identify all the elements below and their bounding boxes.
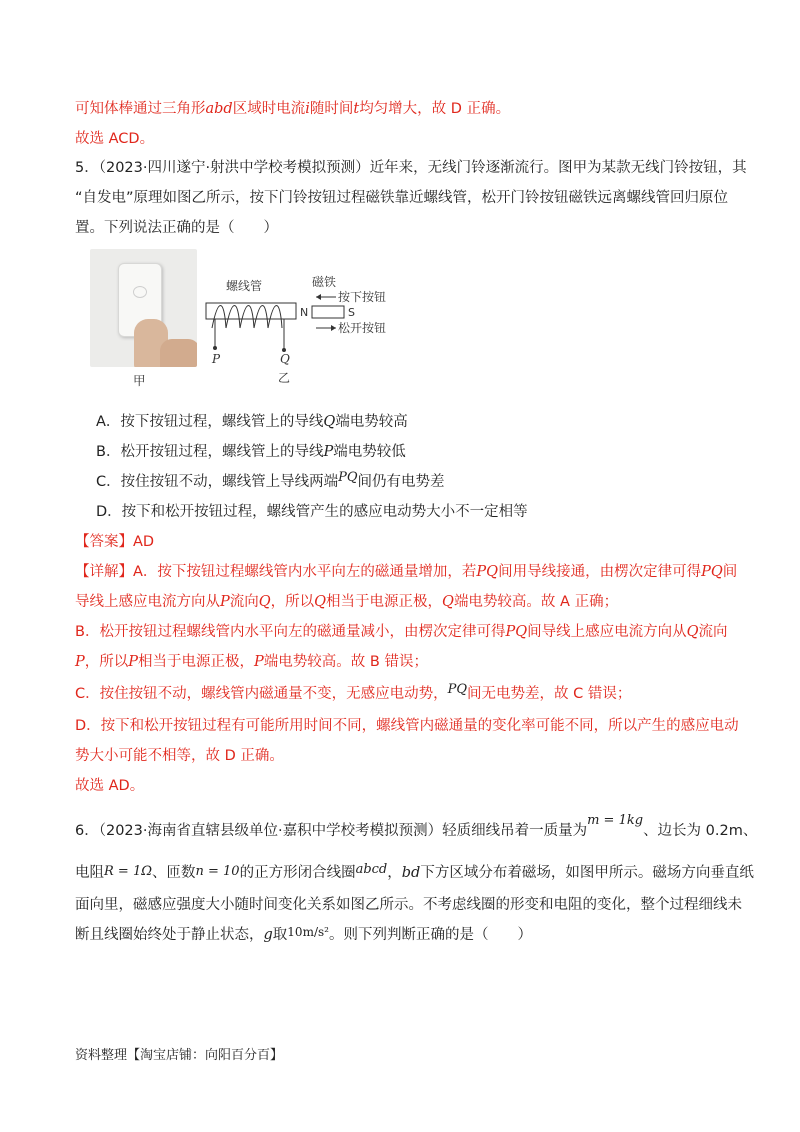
- q5-stem-line-3: 置。下列说法正确的是（ ）: [75, 220, 278, 236]
- press-label: 按下按钮: [338, 290, 387, 304]
- footer-source: 资料整理【淘宝店铺：向阳百分百】: [75, 1048, 284, 1063]
- text: B．松开按钮过程，螺线管上的导线: [96, 444, 324, 460]
- terminal-p: [213, 346, 217, 350]
- q5-stem-line-2: “自发电”原理如图乙所示，按下门铃按钮过程磁铁靠近螺线管，松开门铃按钮磁铁远离螺线管回归原位: [75, 190, 729, 206]
- q5-option-c: [96, 472, 445, 493]
- text: 间无电势差，故 C 错误；: [467, 686, 632, 702]
- turns-value: n = 10: [195, 864, 240, 879]
- press-arrowhead: [316, 294, 321, 300]
- resistance-value: R = 1Ω: [104, 864, 152, 879]
- q5-detail-line-8: 故选 AD。: [75, 778, 145, 794]
- text: 端电势较高。故 A 正确；: [453, 594, 619, 610]
- mass-value: m = 1kg: [587, 813, 644, 828]
- release-label: 松开按钮: [338, 321, 387, 335]
- fig-label-yi: 乙: [278, 371, 291, 385]
- var: P: [220, 594, 230, 610]
- coil-windings: [212, 306, 282, 329]
- q6-stem-line-4: [75, 925, 532, 945]
- doorbell-button-icon: [133, 286, 147, 298]
- text: ，所以: [84, 654, 129, 670]
- text: C．按住按钮不动，螺线管内磁通量不变，无感应电动势，: [75, 686, 448, 702]
- prev-explanation-line: [75, 99, 510, 119]
- text: B．松开按钮过程螺线管内水平向左的磁通量减小，由楞次定律可得: [75, 624, 506, 640]
- text: 流向: [229, 594, 259, 610]
- var: g: [263, 927, 273, 943]
- var: PQ: [338, 470, 358, 485]
- q5-detail-line-3: [75, 622, 728, 642]
- text: 导线上感应电流方向从: [75, 594, 220, 610]
- q-label: Q: [280, 352, 290, 366]
- q5-option-a: [96, 412, 408, 432]
- text: 端电势较高: [335, 414, 408, 430]
- var: PQ: [701, 564, 723, 580]
- var: abd: [205, 101, 233, 117]
- release-arrowhead: [331, 325, 336, 331]
- q5-answer: 【答案】AD: [75, 534, 155, 550]
- q5-option-d: D．按下和松开按钮过程，螺线管产生的感应电动势大小不一定相等: [96, 504, 528, 520]
- text: 流向: [698, 624, 728, 640]
- var: P: [75, 654, 85, 670]
- text: 、匝数: [152, 865, 196, 881]
- var: abcd: [355, 862, 388, 877]
- magnet-label: 磁铁: [312, 275, 337, 289]
- text: 区域时电流: [232, 101, 306, 117]
- text: 。则下列判断正确的是（ ）: [328, 927, 532, 943]
- text: 断且线圈始终处于静止状态，: [75, 927, 264, 943]
- text: 端电势较低: [333, 444, 406, 460]
- var: Q: [314, 594, 327, 610]
- var: Q: [442, 594, 454, 610]
- text: 下方区域分布着磁场，如图甲所示。磁场方向垂直纸: [420, 865, 754, 881]
- text: 相当于电源正极，: [138, 654, 255, 670]
- q5-detail-line-4: [75, 652, 428, 672]
- s-pole-label: S: [348, 306, 355, 319]
- text: 均匀增大，故 D 正确。: [359, 101, 511, 117]
- doorbell-photo: [90, 249, 197, 367]
- p-label: P: [212, 352, 221, 366]
- var: P: [128, 654, 139, 670]
- var: Q: [323, 414, 336, 430]
- q5-detail-line-1: [75, 562, 737, 582]
- q5-detail-line-6: D．按下和松开按钮过程有可能所用时间不同，螺线管内磁通量的变化率可能不同，所以产生的感应电动: [75, 718, 739, 734]
- q5-option-b: [96, 442, 406, 462]
- q5-detail-line-7: 势大小可能不相等，故 D 正确。: [75, 748, 284, 764]
- solenoid-diagram: [200, 270, 400, 385]
- q5-detail-line-5: [75, 684, 631, 705]
- var: bd: [401, 865, 421, 881]
- n-pole-label: N: [300, 306, 309, 319]
- text: ，: [387, 865, 402, 881]
- gravity-value: 10m/s²: [287, 925, 329, 939]
- text: 间仍有电势差: [357, 474, 445, 490]
- var: P: [254, 654, 264, 670]
- text: 电阻: [75, 865, 104, 881]
- var: Q: [258, 594, 271, 610]
- text: 随时间: [309, 101, 354, 117]
- q6-stem-line-1: [75, 813, 758, 842]
- q6-stem-line-2: [75, 863, 754, 884]
- var: Q: [686, 624, 699, 640]
- text: C．按住按钮不动，螺线管上导线两端: [96, 474, 339, 490]
- q6-stem-line-3: 面向里，磁感应强度大小随时间变化关系如图乙所示。不考虑线圈的形变和电阻的变化，整个过程细线未: [75, 897, 742, 913]
- text: 相当于电源正极，: [326, 594, 443, 610]
- q5-detail-line-2: [75, 592, 618, 612]
- text: 取: [272, 927, 288, 943]
- magnet-bar: [312, 306, 344, 318]
- text: A．按下按钮过程，螺线管上的导线: [96, 414, 324, 430]
- var: i: [305, 101, 310, 117]
- text: 的正方形闭合线圈: [239, 865, 356, 881]
- hand-shape: [160, 339, 197, 367]
- text: 间: [722, 564, 738, 580]
- var: PQ: [447, 682, 468, 697]
- text: 间导线上感应电流方向从: [527, 624, 687, 640]
- var: P: [323, 444, 334, 460]
- text: ，所以: [270, 594, 315, 610]
- text: 间用导线接通，由楞次定律可得: [498, 564, 702, 580]
- var: t: [353, 101, 360, 117]
- var: PQ: [476, 564, 499, 580]
- text: 6．（2023·海南省直辖县级单位·嘉积中学校考模拟预测）轻质细线吊着一质量为: [75, 823, 588, 839]
- coil-label: 螺线管: [226, 279, 263, 293]
- var: PQ: [505, 624, 528, 640]
- fig-label-jia: 甲: [133, 373, 146, 388]
- text: 【详解】A．按下按钮过程螺线管内水平向左的磁通量增加，若: [75, 564, 477, 580]
- q5-stem-line-1: 5．（2023·四川遂宁·射洪中学校考模拟预测）近年来，无线门铃逐渐流行。图甲为某款无线门铃按钮，其: [75, 160, 747, 176]
- text: 可知体棒通过三角形: [75, 101, 206, 117]
- prev-choice-line: 故选 ACD。: [75, 131, 155, 147]
- text: 端电势较高。故 B 错误；: [263, 654, 428, 670]
- text: 、边长为 0.2m、: [643, 823, 758, 839]
